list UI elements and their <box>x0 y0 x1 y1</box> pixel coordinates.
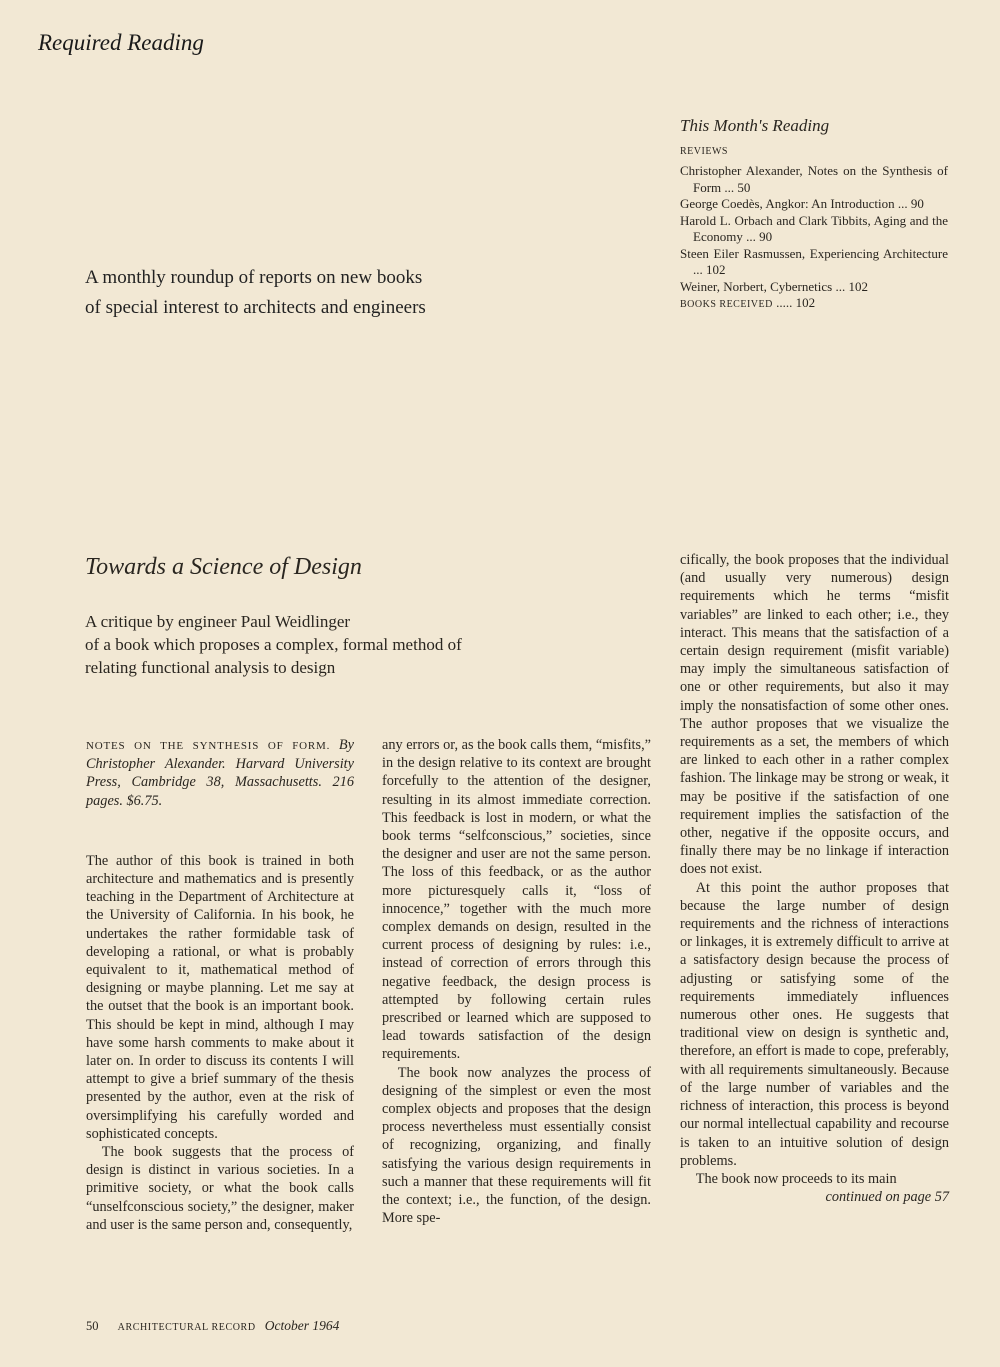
article-column-2 <box>382 736 651 1227</box>
article-column-1 <box>86 736 354 1234</box>
books-received-label: BOOKS RECEIVED <box>680 299 773 310</box>
reviews-label: REVIEWS <box>680 146 728 157</box>
page-number: 50 <box>86 1319 99 1333</box>
book-details: By Christopher Alexander. Harvard University Press, Cambridge 38, Massachusetts. 216 pages. $6.75. <box>86 737 355 809</box>
body-paragraph: The author of this book is trained in both architecture and mathematics and is presently teaching in the Department of Architecture at the University of California. In his book, he undertakes the rather formidable task of developing a rational, or what is probably equivalent to it, mathematical method of designing or maybe planning. Let me say at the outset that the book is an important book. This should be kept in mind, although I may have some harsh comments to make about it later on. In order to discuss its contents I will attempt to give a brief summary of the thesis presented by the author, even at the risk of oversimplifying his carefully worded and sophisticated concepts. <box>86 852 354 1142</box>
books-received-page: ..... 102 <box>776 295 816 310</box>
article-title: Towards a Science of Design <box>85 554 362 580</box>
review-entry: Christopher Alexander, Notes on the Synthesis of Form ... 50 <box>680 163 948 195</box>
books-received-entry <box>680 295 948 313</box>
article-subtitle <box>85 610 555 679</box>
review-entry: George Coedès, Angkor: An Introduction ... 90 <box>680 196 924 211</box>
body-paragraph: The book now analyzes the process of designing of the simplest or even the most complex objects and proposes that the design process nevertheless must essentially consist of recognizing, organizing, and finally satisfying the various design requirements in such a manner that these requirements will fit the context; i.e., the function, of the design. More spe- <box>382 1064 651 1227</box>
continued-note: continued on page 57 <box>825 1189 949 1206</box>
subtitle-line: A critique by engineer Paul Weidlinger <box>85 612 351 631</box>
book-title: NOTES ON THE SYNTHESIS OF FORM. <box>86 740 331 752</box>
issue-date: October 1964 <box>264 1318 340 1333</box>
review-entry: Weiner, Norbert, Cybernetics ... 102 <box>680 278 868 294</box>
tagline <box>85 263 555 323</box>
review-entry: Steen Eiler Rasmussen, Experiencing Architecture ... 102 <box>680 245 948 277</box>
page-footer <box>86 1318 339 1334</box>
section-title: Required Reading <box>38 30 204 55</box>
body-paragraph: The book now proceeds to its main <box>695 1170 897 1187</box>
tagline-line: of special interest to architects and engineers <box>85 297 426 318</box>
body-paragraph: The book suggests that the process of design is distinct in various societies. In a primitive society, or what the book calls “unselfconscious society,” the designer, maker and user is the same person and, consequently, <box>86 1144 354 1233</box>
body-paragraph: cifically, the book proposes that the individual (and usually very numerous) design requirements which he terms “misfit variables” are linked to each other; i.e., they interact. This means that the satisfaction of a certain design requirement (misfit variable) may imply the simultaneous satisfaction of one or other requirements, but also it may imply the nonsatisfaction of some other ones. The author proposes that we visualize the requirements as a set, the members of which are linked to each other in a rather complex fashion. The linkage may be strong or weak, it may be positive if the satisfaction of one requirement implies the satisfaction of the other, negative if the opposite occurs, and finally there may be no linkage if interaction does not exist. <box>680 552 949 878</box>
body-paragraph: At this point the author proposes that because the large number of design requirements and the richness of interactions or linkages, it is extremely difficult to arrive at a satisfactory design because the process of adjusting or satisfying some of the requirements immediately influences numerous other ones. He suggests that traditional view on design is synthetic and, therefore, an effort is made to cope, preferably, with all requirements simultaneously. Because of the large number of variables and the richness of interaction, this process is beyond our normal intellectual capability and recourse is taken to an intuitive solution of design problems. <box>680 879 949 1169</box>
magazine-name: ARCHITECTURAL RECORD <box>117 1322 256 1333</box>
bibliographic-entry <box>86 736 354 810</box>
article-column-3 <box>680 551 949 1206</box>
sidebar-title: This Month's Reading <box>680 116 830 135</box>
body-paragraph: any errors or, as the book calls them, “misfits,” in the design relative to its context are brought forcefully to the attention of the designer, resulting in its almost immediate correction. This feedback is lost in modern, or what the book terms “selfconscious,” societies, since the designer and user are not the same person. The loss of this feedback, or as the author more picturesquely calls it, “loss of innocence,” together with the much more complex demands on design, resulted in the current process of designing by rules: i.e., instead of correction of errors through this negative feedback, the design process is attempted by following certain rules prescribed or learned which are supposed to lead towards satisfaction of the design requirements. <box>382 737 652 1063</box>
subtitle-line: of a book which proposes a complex, formal method of <box>85 635 462 654</box>
review-entry: Harold L. Orbach and Clark Tibbits, Aging and the Economy ... 90 <box>680 212 948 244</box>
tagline-line: A monthly roundup of reports on new books <box>85 267 423 288</box>
contents-sidebar <box>680 116 948 313</box>
subtitle-line: relating functional analysis to design <box>85 658 336 677</box>
